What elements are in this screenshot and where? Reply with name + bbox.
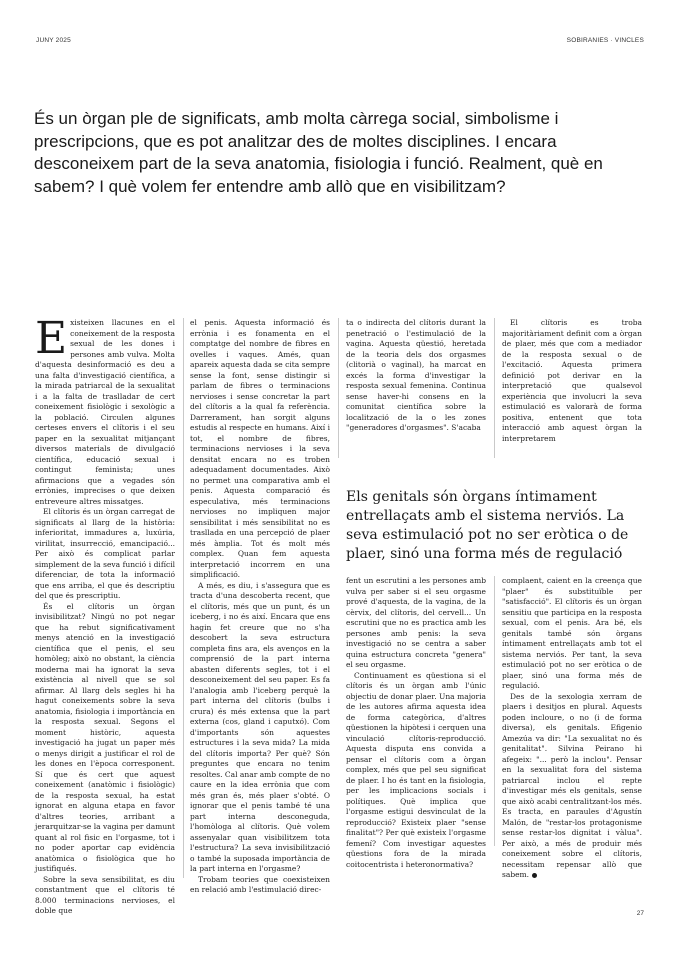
end-mark-icon	[532, 873, 537, 878]
issue-date: JUNY 2025	[36, 37, 71, 44]
paragraph: complaent, caient en la creença que "plaer" és substituïble per "satisfacció". El clítoris és un òrgan sensitiu que participa en la resposta sexual, com el penis. Ara bé, els genitals també són òrgans íntimament entrellaçats amb tot el sistema nerviós. Per tant, la seva estimulació pot no ser eròtica o de plaer, sinó una forma més de regulació.	[502, 576, 642, 690]
paragraph: Continuament es qüestiona si el clítoris és un òrgan amb l'únic objectiu de donar plaer. Una majoria de les autores afirma aquesta idea de forma categòrica, d'altres qüestionen la hipòtesi i cerquen una vinculació clítoris-reproducció. Aquesta disputa ens convida a pensar el clítoris com a òrgan complex, més que pel seu significat de plaer. I ho és tant en la fisiologia, per les implicacions socials i polítiques. Què implica que l'orgasme estigui desvinculat de la reproducció? Existeix plaer "sense finalitat"? Per què existeix l'orgasme femení? Com investigar aquestes qüestions fora de la mirada coitocentrista i heteronormativa?	[346, 670, 486, 869]
section-label: SOBIRANIES · VINCLES	[566, 37, 644, 44]
paragraph: el penis. Aquesta informació és errònia i es fonamenta en el comptatge del nombre de fibres en ovelles i vaques. Amés, quan apareix aquesta dada se cita sempre sense la font, sense distingir si parlam de fibres o terminacions nervioses i sense concretar la part del clítoris a la qual fa referència. Darrerament, han sorgit alguns estudis al respecte en humans. Així i tot, el nombre de fibres, terminacions nervioses i la seva densitat encara no es troben adequadament documentades. Això no permet una comparativa amb el penis. Aquesta comparació és especulativa, més terminacions nervioses no impliquen major sensibilitat i més sensibilitat no es trasllada en una percepció de plaer més àmplia. Tot és molt més complex. Quan fem aquesta interpretació incorrem en una simplificació.	[190, 318, 330, 579]
column-3-bottom	[346, 576, 486, 870]
column-4-bottom	[502, 576, 642, 881]
page-number: 27	[636, 910, 644, 917]
paragraph-text: xisteixen llacunes en el coneixement de la resposta sexual de les dones i persones amb vulva. Molta d'aquesta desinformació es deu a una falta d'investigació científica, a la mirada patriarcal de la sexualitat i a la falta de traslladar de cert coneixement fisiològic i sexològic a la població. Circulen algunes certeses envers el clítoris i el seu paper en la sexualitat mitjançant diversos materials de divulgació científica, educació sexual i contingut feminista; unes afirmacions que a vegades són errònies, imprecises o que deixen entreveure altres missatges.	[35, 318, 175, 506]
paragraph: Trobam teories que coexisteixen en relació amb l'estimulació direc-	[190, 874, 330, 894]
paragraph: ta o indirecta del clítoris durant la penetració o l'estimulació de la vagina. Aquesta qüestió, heretada de la teoria dels dos orgasmes (clitorià o vaginal), ha marcat en excés la forma d'investigar la resposta sexual femenina. Continua sense haver-hi consens en la comunitat científica sobre la localització de la o les zones "generadores d'orgasmes". S'acaba	[346, 318, 486, 432]
column-3-top	[346, 318, 486, 434]
column-4-top	[502, 318, 642, 444]
paragraph: A més, es diu, i s'assegura que es tracta d'una descoberta recent, que el clítoris, més que un punt, és un iceberg, i no és així. Encara que ens hagin fet creure que no s'ha descobert la seva estructura completa fins ara, els avenços en la comprensió de la part interna abasten diferents segles, tot i el desconeixement del seu paper. Es fa l'analogia amb l'iceberg perquè la part interna del clítoris (bulbs i crura) és més extensa que la part externa (cos, gland i caputxó). Com d'importants són aquestes estructures i la seva mida? La mida del clítoris importa? Per què? Són preguntes que encara no tenim resoltes. Cal anar amb compte de no caure en la idea errònia que com més gran és, més plaer s'obté. O ignorar que el penis també té una part interna desconeguda, l'homòloga al clítoris. Què volem assenyalar quan visibilitzem tota l'estructura? La seva invisibilització o també la suposada importància de la part interna en l'orgasme?	[190, 580, 330, 873]
paragraph	[502, 692, 642, 881]
drop-cap: E	[35, 313, 68, 364]
pull-quote: Els genitals són òrgans íntimament entrellaçats amb el sistema nerviós. La seva estimulació pot no ser eròtica o de plaer, sinó una forma més de regulació	[346, 489, 629, 562]
column-divider	[338, 318, 339, 458]
paragraph: Sobre la seva sensibilitat, es diu constantment que el clítoris té 8.000 terminacions nervioses, el doble que	[35, 874, 175, 915]
column-divider	[494, 318, 495, 458]
paragraph: fent un escrutini a les persones amb vulva per saber si el seu orgasme prové d'aquesta, de la vagina, de la cèrvix, del clítoris, del cervell... Un escrutini que no es practica amb les persones amb penis: la seva investigació no se centra a saber quina estructura concreta "genera" el seu orgasme.	[346, 576, 486, 669]
lead-paragraph: És un òrgan ple de significats, amb molta càrrega social, simbolisme i prescripcions, que es pot analitzar des de moltes disciplines. I encara desconeixem part de la seva anatomia, fisiologia i funció. Realment, què en sabem? I què volem fer entendre amb allò que en visibilitzam?	[34, 109, 603, 196]
paragraph: El clítoris es troba majoritàriament definit com a òrgan de plaer, més que com a mediador de la resposta sexual o de l'excitació. Aquesta primera definició pot derivar en la interpretació que qualsevol experiència que involucri la seva estimulació es valorarà de forma positiva, entenent que tota interacció amb aquest òrgan la interpretarem	[502, 318, 642, 443]
paragraph-text: Des de la sexologia xerram de plaers i desitjos en plural. Aquests poden incloure, o no (i de forma diversa), els genitals. Efigenio Amezúa va dir: "La sexualitat no és genitalitat". Silvina Peirano hi afegeix: "... però la inclou". Pensar en la sexualitat fora del sistema patriarcal inclou el repte d'investigar més els genitals, sense que això acabi centralitzant-los més. Es tracta, en paraules d'Agustín Malón, de "restar-los protagonisme sense restar-los dignitat i vàlua". Per això, a més de produir més coneixement sobre el clítoris, necessitam repensar allò que sabem.	[502, 691, 642, 879]
column-1	[35, 313, 175, 917]
column-divider	[183, 318, 184, 878]
column-2	[190, 318, 330, 896]
column-divider	[494, 576, 495, 846]
paragraph: És el clítoris un òrgan invisibilitzat? Ningú no pot negar que ha rebut significativament menys atenció en la investigació científica que el penis, el seu homòleg; això no obstant, la ciència moderna mai ha ignorat la seva existència al nivell que se sol afirmar. Al llarg dels segles hi ha hagut coneixements sobre la seva anatomia, fisiologia i importància en la resposta sexual. Segons el moment històric, aquesta investigació ha jugat un paper més o menys dirigit a justificar el rol de les dones en l'època corresponent. Sí que és cert que aquest coneixement (anatòmic i fisiològic) de la resposta sexual, ha estat ignorat en alguna etapa en favor d'altres teories, arribant a jerarquitzar-se la vagina per damunt quant al rol fisic en l'orgasme, tot i no poder aportar cap evidència anatòmica o fisiològica que ho justifiqués.	[35, 601, 175, 873]
paragraph	[35, 313, 175, 507]
paragraph: El clítoris és un òrgan carregat de significats al llarg de la història: inferioritat, immadures a, luxúria, virilitat, insurrecció, emancipació... Per això és complicat parlar simplement de la seva funció i difícil diferenciar, de tota la informació que ens arriba, el que és descriptiu del que és prescriptiu.	[35, 507, 175, 600]
